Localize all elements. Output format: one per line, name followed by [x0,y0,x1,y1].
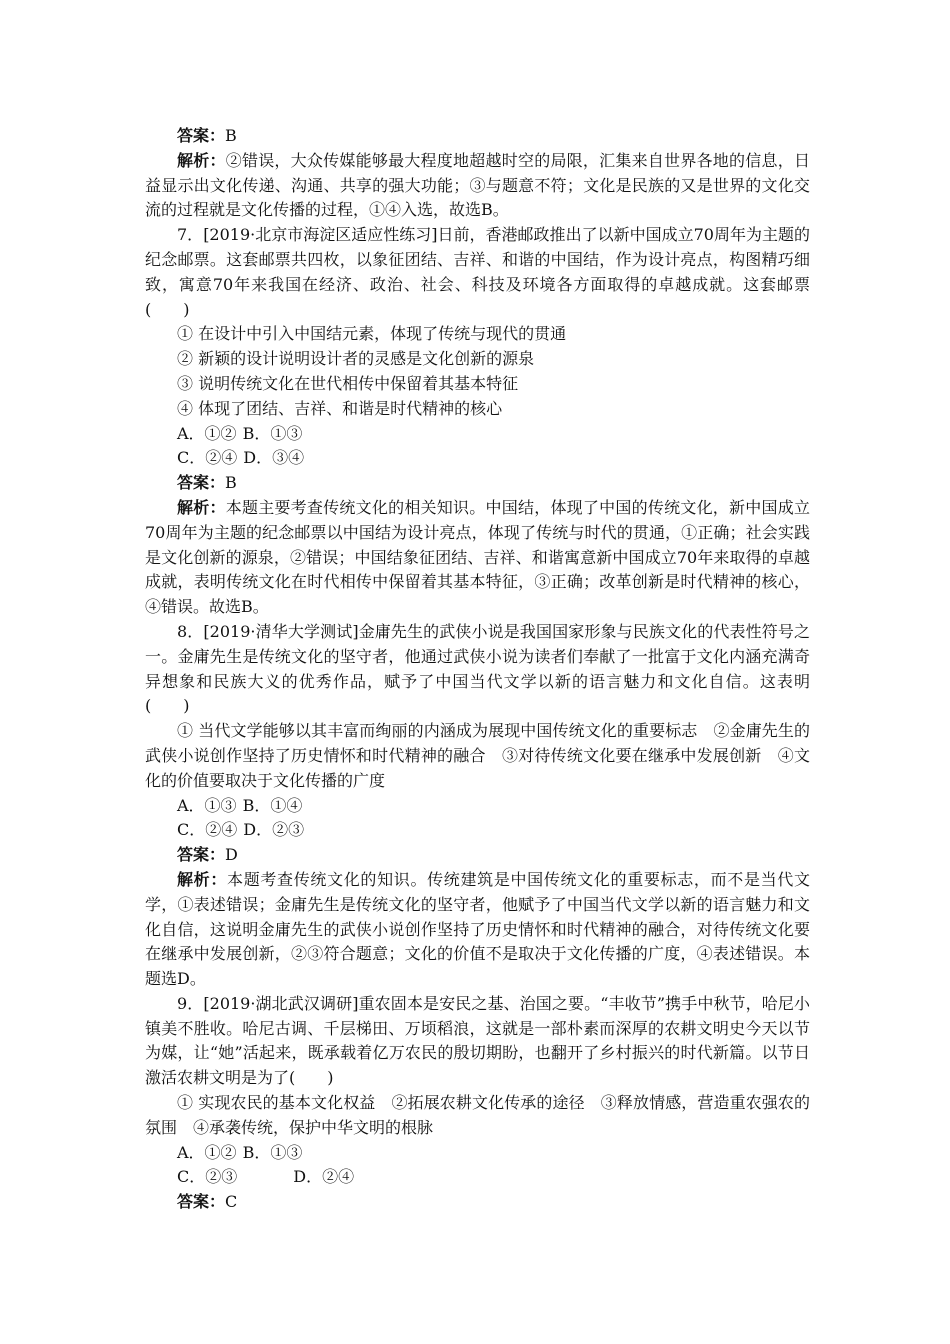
answer-8: 答案：D [177,845,238,865]
document-page [145,124,810,1215]
answer-6: 答案：B [177,126,237,145]
answer-9: 答案：C [177,1192,238,1212]
question-9-options: ① 实现农民的基本文化权益 ②拓展农耕文化传承的途径 ③释放情感，营造重农强农的氛围 ④承袭传统，保护中华文明的根脉 [145,1093,810,1137]
question-7-option-4: ④ 体现了团结、吉祥、和谐是时代精神的核心 [177,398,503,418]
question-7-option-3: ③ 说明传统文化在世代相传中保留着其基本特征 [177,373,519,393]
question-8-choices-cd: C．②④ D．②③ [177,820,305,840]
question-9-choices-ab: A．①② B．①③ [177,1142,303,1162]
question-7-option-1: ① 在设计中引入中国结元素，体现了传统与现代的贯通 [177,324,567,344]
question-9: 9．[2019·湖北武汉调研]重农固本是安民之基、治国之要。“丰收节”携手中秋节，哈尼小镇美不胜收。哈尼古调、千层梯田、万顷稻浪，这就是一部朴素而深厚的农耕文明史今天以节为媒，让“她”活起来，既承载着亿万农民的殷切期盼，也翻开了乡村振兴的时代新篇。以节日激活农耕文明是为了( ) [145,993,810,1088]
question-7-choices-cd: C．②④ D．③④ [177,448,305,468]
explanation-7: 解析：本题主要考查传统文化的相关知识。中国结，体现了中国的传统文化，新中国成立70周年为主题的纪念邮票以中国结为设计亮点，体现了传统与时代的贯通，①正确；社会实践是文化创新的源泉，②错误；中国结象征团结、吉祥、和谐寓意新中国成立70年来取得的卓越成就，表明传统文化在时代相传中保留着其基本特征，③正确；改革创新是时代精神的核心，④错误。故选B。 [145,497,810,617]
question-7-choices-ab: A．①② B．①③ [177,423,303,443]
question-7-option-2: ② 新颖的设计说明设计者的灵感是文化创新的源泉 [177,349,535,369]
question-8-choices-ab: A．①③ B．①④ [177,795,303,815]
question-7: 7．[2019·北京市海淀区适应性练习]日前，香港邮政推出了以新中国成立70周年为主题的纪念邮票。这套邮票共四枚，以象征团结、吉祥、和谐的中国结，作为设计亮点，构图精巧细致，寓意70年来我国在经济、政治、社会、科技及环境各方面取得的卓越成就。这套邮票( ) [145,225,810,319]
explanation-8: 解析：本题考查传统文化的知识。传统建筑是中国传统文化的重要标志，而不是当代文学，①表述错误；金庸先生是传统文化的坚守者，他赋予了中国当代文学以新的语言魅力和文化自信，这说明金庸先生的武侠小说创作坚持了历史情怀和时代精神的融合，对待传统文化要在继承中发展创新，②③符合题意；文化的价值不是取决于文化传播的广度，④表述错误。本题选D。 [145,869,810,989]
question-8: 8．[2019·清华大学测试]金庸先生的武侠小说是我国国家形象与民族文化的代表性符号之一。金庸先生是传统文化的坚守者，他通过武侠小说为读者们奉献了一批富于文化内涵充满奇异想象和民族大义的优秀作品，赋予了中国当代文学以新的语言魅力和文化自信。这表明( ) [145,621,810,716]
explanation-6: 解析：②错误，大众传媒能够最大程度地超越时空的局限，汇集来自世界各地的信息，日益显示出文化传递、沟通、共享的强大功能；③与题意不符；文化是民族的又是世界的文化交流的过程就是文化传播的过程，①④入选，故选B。 [145,150,810,220]
question-8-options: ① 当代文学能够以其丰富而绚丽的内涵成为展现中国传统文化的重要标志 ②金庸先生的武侠小说创作坚持了历史情怀和时代精神的融合 ③对待传统文化要在继承中发展创新 ④文化的价值要取决于文化传播的广度 [145,721,810,790]
question-9-choices-cd: C．②③ D．②④ [177,1167,355,1187]
answer-7: 答案：B [177,473,237,493]
